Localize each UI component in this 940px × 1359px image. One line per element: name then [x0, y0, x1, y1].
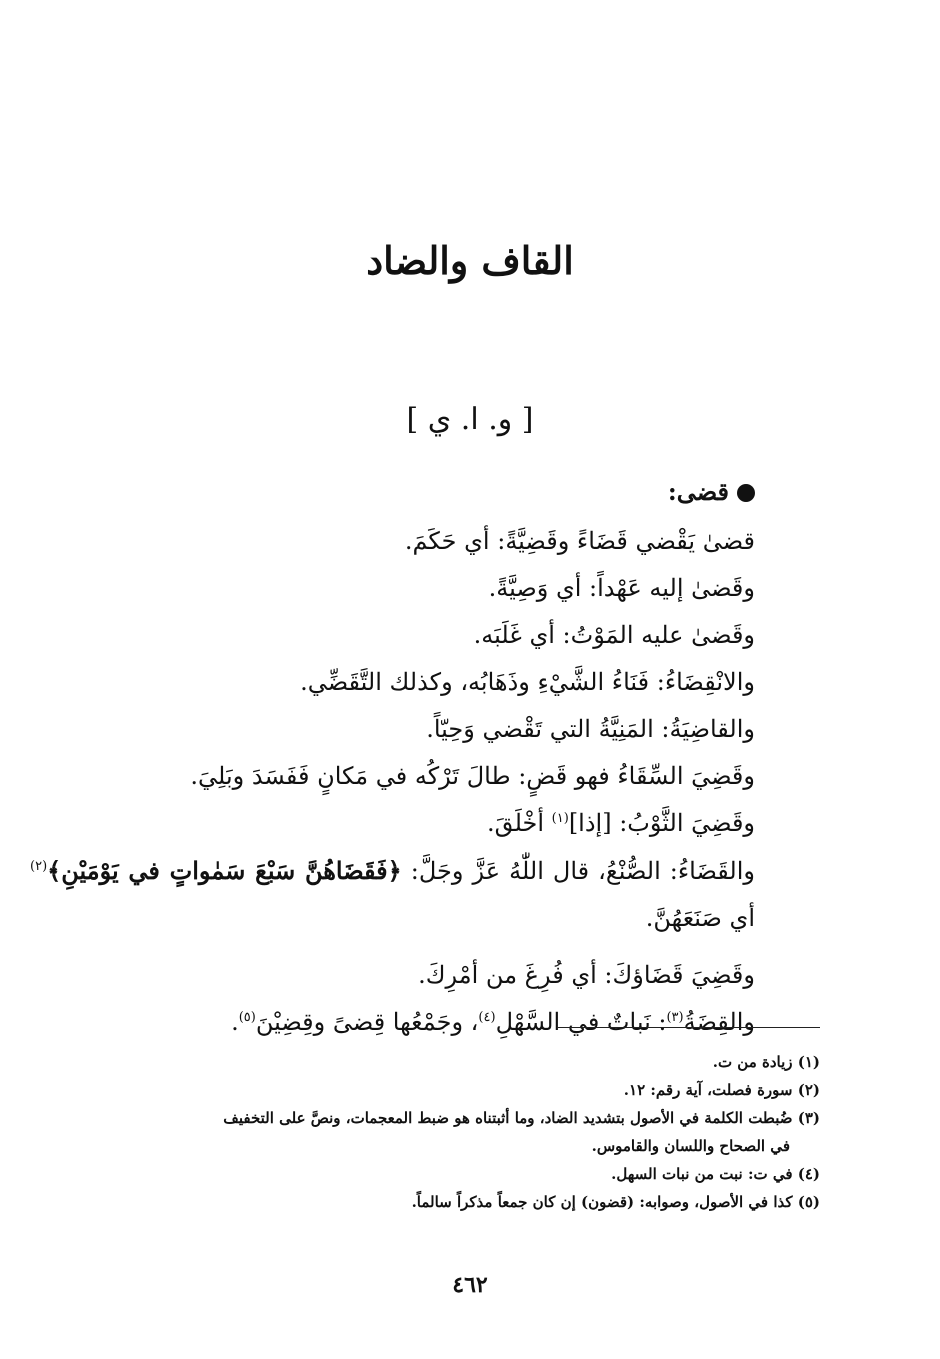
entry-body	[30, 518, 755, 1046]
chapter-title: القاف والضاد	[366, 238, 574, 283]
footnote-ref-2: (٢)	[30, 859, 48, 874]
entry-line: وقَضِيَ قَضَاؤكَ: أي فُرِغَ من أمْرِكَ.	[418, 961, 755, 989]
line-text: والقِضَةُ	[683, 1008, 755, 1036]
footnote-ref-1: (١)	[551, 811, 569, 826]
entry-line-qida	[105, 999, 755, 1046]
entry-line: والانْقِضَاءُ: فَنَاءُ الشَّيْءِ وذَهَابُه، وكذلك التَّقَضِّي.	[300, 668, 755, 696]
line-text: .	[231, 1008, 239, 1036]
entry-line: والقاضِيَةُ: المَنِيَّةُ التي تَقْضي وَحِيّاً.	[426, 715, 755, 743]
footnote-1: (١) زيادة من ت.	[712, 1053, 820, 1071]
root-heading: [ و. ا. ي ]	[406, 402, 534, 437]
footnote-3-line-2: في الصحاح واللسان والقاموس.	[591, 1137, 790, 1155]
entry-heading-text: قضى:	[667, 477, 729, 506]
entry-line: قضىٰ يَقْضي قَضَاءً وقَضِيَّةً: أي حَكَمَ.	[404, 527, 755, 555]
entry-line: وقَضِيَ السِّقَاءُ فهو قَضٍ: طالَ تَرْكُه في مَكانٍ فَفَسَدَ وبَلِيَ.	[190, 762, 755, 790]
footnote-3	[110, 1104, 820, 1160]
line-text: أي صَنَعَهُنَّ.	[645, 904, 755, 932]
entry-line-thawb	[105, 800, 755, 847]
entry-line: وقَضىٰ عليه المَوْتُ: أي غَلَبَه.	[473, 621, 755, 649]
page-number: ٤٦٢	[452, 1272, 488, 1298]
quran-quote: ﴿فَقَضَاهُنَّ سَبْعَ سَمٰواتٍ في يَوْمَيْنِ﴾	[47, 856, 402, 885]
footnote-2: (٢) سورة فصلت، آية رقم: ١٢.	[623, 1081, 820, 1099]
footnote-ref-3: (٣)	[666, 1010, 684, 1025]
line-text: والقَضَاءُ: الصُّنْعُ، قال اللّٰهُ عَزَّ وجَلَّ:	[401, 857, 755, 885]
entry-line-sun	[30, 847, 755, 942]
entry-heading	[668, 478, 755, 507]
line-text: : نَباتٌ في السَّهْلِ	[495, 1008, 667, 1036]
footnotes	[110, 1048, 820, 1216]
footnote-4: (٤) في ت: نبت من نبات السهل.	[611, 1165, 820, 1183]
footnote-divider	[558, 1027, 820, 1028]
bullet-icon	[737, 484, 755, 502]
footnote-ref-5: (٥)	[238, 1010, 256, 1025]
line-text: أخْلَقَ.	[486, 809, 552, 837]
line-text: ، وجَمْعُها قِضىً وقِضِيْنَ	[255, 1008, 479, 1036]
footnote-3-line-1: (٣) ضُبطت الكلمة في الأصول بتشديد الضاد، وما أثبتناه هو ضبط المعجمات، ونصَّ على التخفيف	[223, 1109, 820, 1127]
footnote-5: (٥) كذا في الأصول، وصوابه: (قضون) إن كان جمعاً مذكراً سالماً.	[411, 1193, 820, 1211]
line-text: وقَضِيَ الثَّوْبُ: [إذا]	[568, 809, 755, 837]
entry-line: وقَضىٰ إليه عَهْداً: أي وَصِيَّةً.	[488, 574, 755, 602]
footnote-ref-4: (٤)	[478, 1010, 496, 1025]
